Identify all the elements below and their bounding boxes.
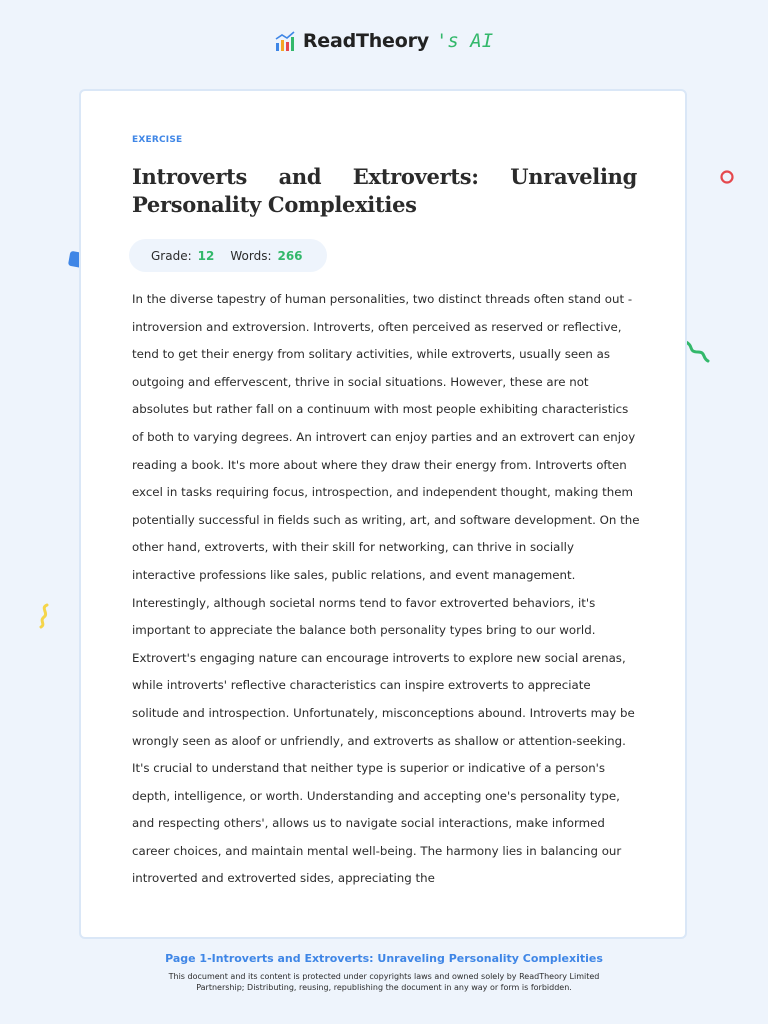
exercise-tag: EXERCISE: [132, 135, 183, 145]
exercise-meta: [129, 239, 327, 272]
footer-copyright: This document and its content is protected under copyrights laws and owned solely by ReadTheory Limited Partnership; Distributing, reusing, republishing the document in any way or form is forbidden.: [168, 972, 600, 992]
passage-text: In the diverse tapestry of human personalities, two distinct threads often stand out - introversion and extroversion. Introverts, often perceived as reserved or reflective, tend to get their energy from solitary activities, while extroverts, usually seen as outgoing and effervescent, thrive in social situations. However, these are not absolutes but rather fall on a continuum with most people exhibiting characteristics of both to varying degrees. An introvert can enjoy parties and an extrovert can enjoy reading a book. It's more about where they draw their energy from. Introverts often excel in tasks requiring focus, introspection, and independent thought, making them potentially successful in fields such as writing, art, and software development. On the other hand, extroverts, with their skill for networking, can thrive in socially interactive professions like sales, public relations, and event management. Interestingly, although societal norms tend to favor extroverted behaviors, it's important to appreciate the balance both personality types bring to our world. Extrovert's engaging nature can encourage introverts to explore new social arenas, while introverts' reflective characteristics can inspire extroverts to appreciate solitude and introspection. Unfortunately, misconceptions abound. Introverts may be wrongly seen as aloof or unfriendly, and extroverts as shallow or attention-seeking. It's crucial to understand that neither type is superior or indicative of a person's depth, intelligence, or worth. Understanding and accepting one's personality type, and respecting others', allows us to navigate social interactions, make informed career choices, and maintain mental well-being. The harmony lies in balancing our introverted and extroverted sides, appreciating the: [132, 292, 640, 886]
red-ring-decoration: [719, 169, 735, 189]
exercise-card: [79, 89, 687, 939]
words-value: 266: [277, 248, 303, 263]
grade-value: 12: [197, 248, 215, 263]
yellow-squiggle-decoration: [36, 602, 54, 634]
words-label: Words:: [230, 248, 272, 263]
brand-logo: [0, 30, 768, 64]
exercise-title: Introverts and Extroverts: Unraveling Personality Complexities: [132, 164, 637, 217]
brand-suffix: 's AI: [435, 30, 494, 52]
brand-name: ReadTheory: [302, 30, 429, 52]
bar-chart-icon: [275, 30, 297, 52]
footer-page-title: Page 1-Introverts and Extroverts: Unraveling Personality Complexities: [165, 952, 603, 965]
grade-label: Grade:: [151, 248, 192, 263]
